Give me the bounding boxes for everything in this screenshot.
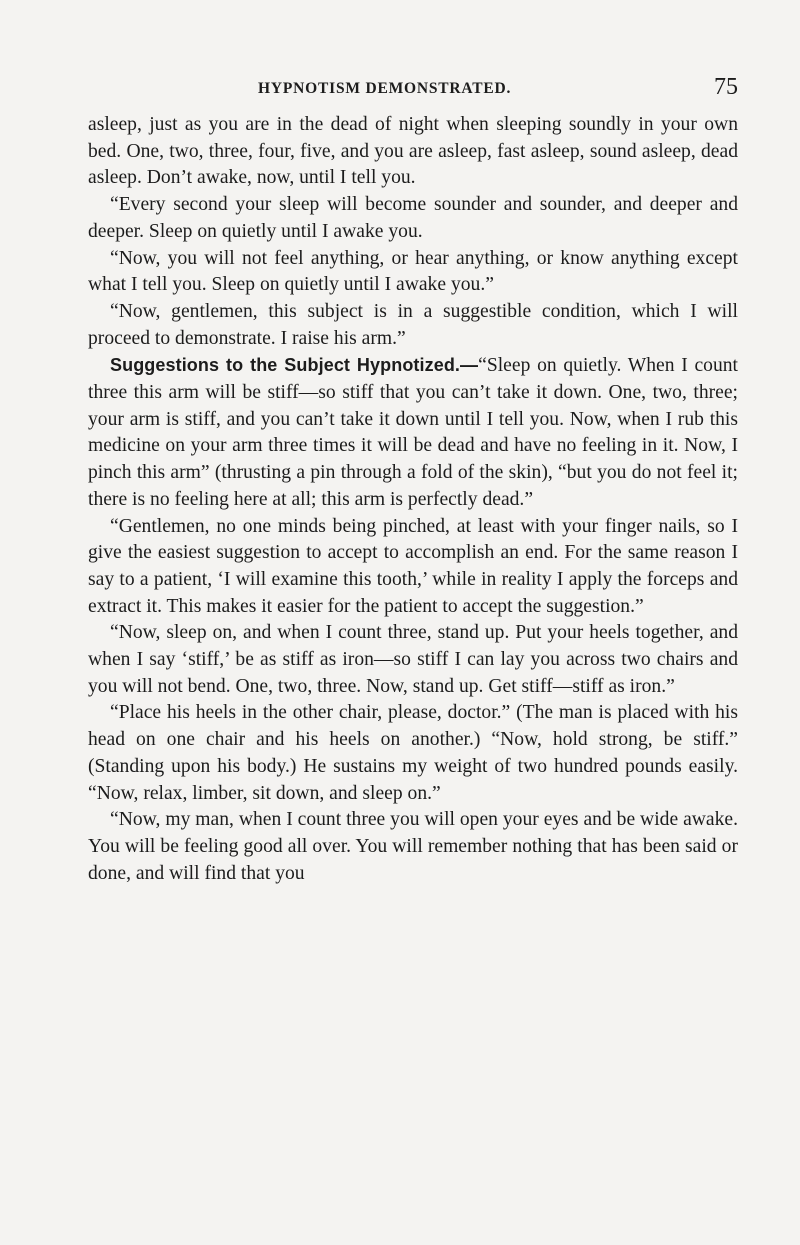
paragraph-with-subheading: [88, 352, 738, 513]
section-subheading: Suggestions to the Subject Hypnotized.—: [110, 355, 479, 376]
paragraph: “Every second your sleep will become sounder and sounder, and deeper and deeper. Sleep on quietly until I awake you.: [88, 194, 738, 242]
paragraph: “Gentlemen, no one minds being pinched, at least with your finger nails, so I give the easiest suggestion to accept to accomplish an end. For the same reason I say to a patient, ‘I will examine this tooth,’ while in reality I apply the forceps and extract it. This makes it easier for the patient to accept the suggestion.”: [88, 515, 738, 617]
paragraph: “Now, you will not feel anything, or hear anything, or know anything except what I tell you. Sleep on quietly until I awake you.”: [88, 247, 738, 296]
running-head: HYPNOTISM DEMONSTRATED.: [258, 80, 512, 97]
page-number: 75: [714, 74, 738, 100]
body-text: [88, 112, 738, 887]
paragraph: “Place his heels in the other chair, please, doctor.” (The man is placed with his head on one chair and his heels on another.) “Now, hold strong, be stiff.” (Standing upon his body.) He sustains my weight of two hundred pounds easily. “Now, relax, limber, sit down, and sleep on.”: [88, 702, 738, 804]
paragraph: asleep, just as you are in the dead of night when sleeping soundly in your own bed. One, two, three, four, five, and you are asleep, fast asleep, sound asleep, dead asleep. Don’t awake, now, until I tell you.: [88, 114, 738, 189]
paragraph: “Now, my man, when I count three you will open your eyes and be wide awake. You will be feeling good all over. You will remember nothing that has been said or done, and will find that you: [88, 809, 738, 884]
paragraph-text: “Sleep on quietly. When I count three this arm will be stiff—so stiff that you can’t take it down. One, two, three; your arm is stiff, and you can’t take it down until I tell you. Now, when I rub this medicine on your arm three times it will be dead and have no feeling in it. Now, I pinch this arm” (thrusting a pin through a fold of the skin), “but you do not feel it; there is no feeling here at all; this arm is perfectly dead.”: [88, 355, 739, 510]
paragraph: “Now, sleep on, and when I count three, stand up. Put your heels together, and when I say ‘stiff,’ be as stiff as iron—so stiff I can lay you across two chairs and you will not bend. One, two, three. Now, stand up. Get stiff—stiff as iron.”: [88, 622, 738, 697]
page-header: [88, 74, 738, 104]
paragraph: “Now, gentlemen, this subject is in a suggestible condition, which I will proceed to demonstrate. I raise his arm.”: [88, 300, 738, 349]
